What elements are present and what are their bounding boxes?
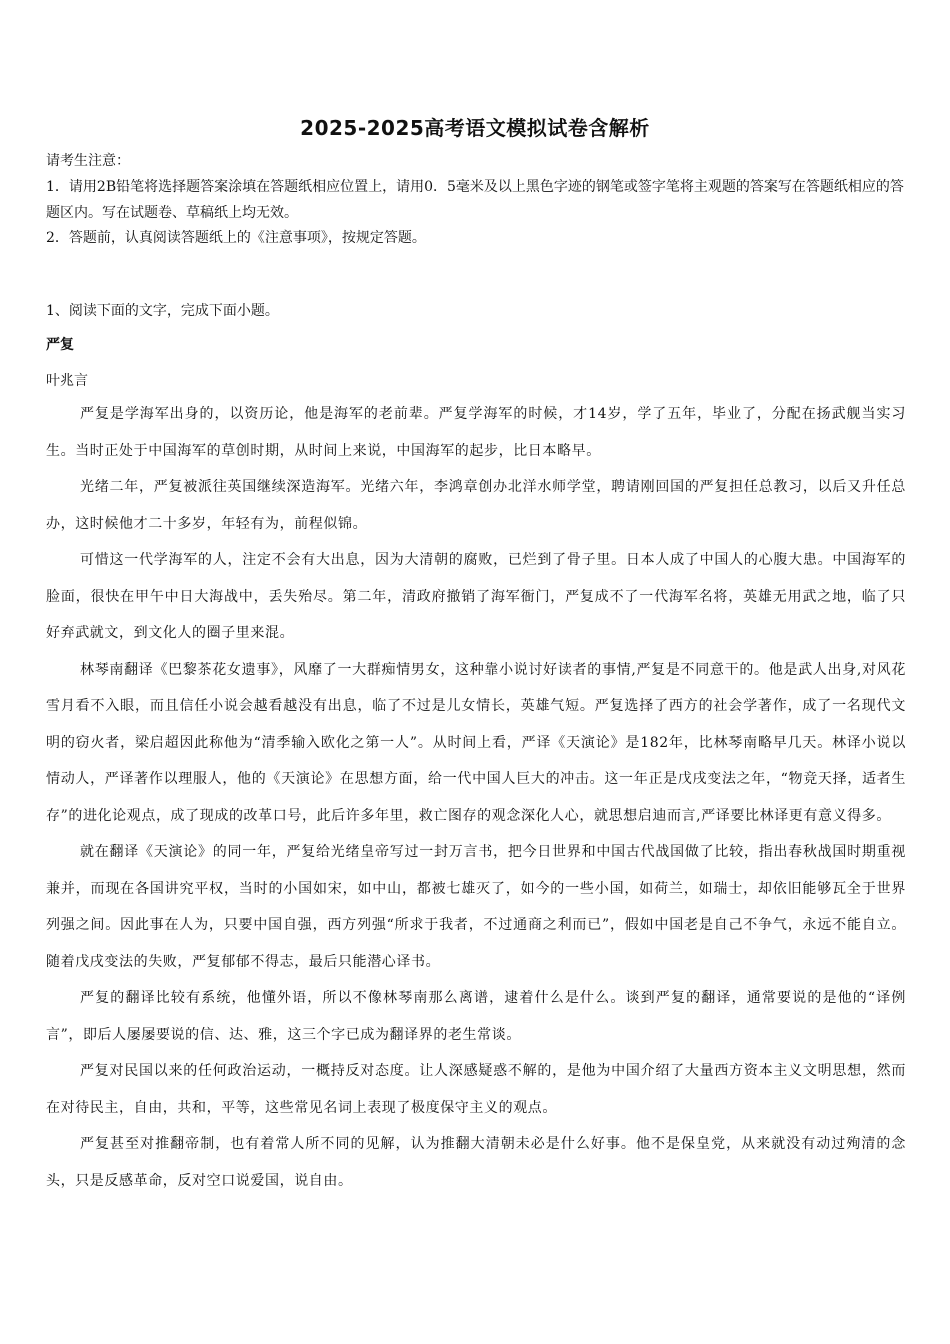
paragraph: 严复是学海军出身的，以资历论，他是海军的老前辈。严复学海军的时候，才14岁，学了五年，毕业了，分配在扬武舰当实习生。当时正处于中国海军的草创时期，从时间上来说，中国海军的起步，比日本略早。 xyxy=(46,406,906,459)
paragraph: 光绪二年，严复被派往英国继续深造海军。光绪六年，李鸿章创办北洋水师学堂，聘请刚回国的严复担任总教习，以后又升任总办，这时候他才二十多岁，年轻有为，前程似锦。 xyxy=(46,479,906,532)
paragraph: 严复对民国以来的任何政治运动，一概持反对态度。让人深感疑惑不解的，是他为中国介绍了大量西方资本主义文明思想，然而在对待民主，自由，共和，平等，这些常见名词上表现了极度保守主义的观点。 xyxy=(46,1063,906,1116)
notice-item-2: 2．答题前，认真阅读答题纸上的《注意事项》，按规定答题。 xyxy=(46,230,426,246)
paragraph: 林琴南翻译《巴黎茶花女遗事》，风靡了一大群痴情男女，这种靠小说讨好读者的事情,严复是不同意干的。他是武人出身,对风花雪月看不入眼，而且信任小说会越看越没有出息，临了不过是儿女情长，英雄气短。严复选择了西方的社会学著作，成了一名现代文明的窃火者，梁启超因此称他为“清季输入欧化之第一人”。从时间上看，严译《天演论》是182年，比林琴南略早几天。林译小说以情动人，严译著作以理服人，他的《天演论》在思想方面，给一代中国人巨大的冲击。这一年正是戊戌变法之年，“物竞天择，适者生存”的进化论观点，成了现成的改革口号，此后许多年里，救亡图存的观念深化人心，就思想启迪而言,严译要比林译更有意义得多。 xyxy=(46,661,906,824)
paragraph: 严复的翻译比较有系统，他懂外语，所以不像林琴南那么离谱，逮着什么是什么。谈到严复的翻译，通常要说的是他的“译例言”，即后人屡屡要说的信、达、雅，这三个字已成为翻译界的老生常谈。 xyxy=(46,990,906,1043)
article-body xyxy=(46,396,906,1199)
paragraph: 就在翻译《天演论》的同一年，严复给光绪皇帝写过一封万言书，把今日世界和中国古代战国做了比较，指出春秋战国时期重视兼并，而现在各国讲究平权，当时的小国如宋，如中山，都被七雄灭了，如今的一些小国，如荷兰，如瑞士，却依旧能够瓦全于世界列强之间。因此事在人为，只要中国自强，西方列强“所求于我者，不过通商之利而已”，假如中国老是自己不争气，永远不能自立。随着戊戌变法的失败，严复郁郁不得志，最后只能潜心译书。 xyxy=(46,844,906,970)
notice-heading: 请考生注意： xyxy=(46,153,130,169)
notice-item-1: 1．请用2B铅笔将选择题答案涂填在答题纸相应位置上，请用0．5毫米及以上黑色字迹的钢笔或签字笔将主观题的答案写在答题纸相应的答题区内。写在试题卷、草稿纸上均无效。 xyxy=(46,179,904,221)
document-title: 2025-2025高考语文模拟试卷含解析 xyxy=(300,116,650,140)
article-author: 叶兆言 xyxy=(46,373,88,389)
question-prompt: 1、阅读下面的文字，完成下面小题。 xyxy=(46,303,279,319)
paragraph: 严复甚至对推翻帝制，也有着常人所不同的见解，认为推翻大清朝未必是什么好事。他不是保皇党，从来就没有动过殉清的念头，只是反感革命，反对空口说爱国，说自由。 xyxy=(46,1136,906,1189)
article-title: 严复 xyxy=(46,337,74,353)
paragraph: 可惜这一代学海军的人，注定不会有大出息，因为大清朝的腐败，已烂到了骨子里。日本人成了中国人的心腹大患。中国海军的脸面，很快在甲午中日大海战中，丢失殆尽。第二年，清政府撤销了海军衙门，严复成不了一代海军名将，英雄无用武之地，临了只好弃武就文，到文化人的圈子里来混。 xyxy=(46,552,906,641)
